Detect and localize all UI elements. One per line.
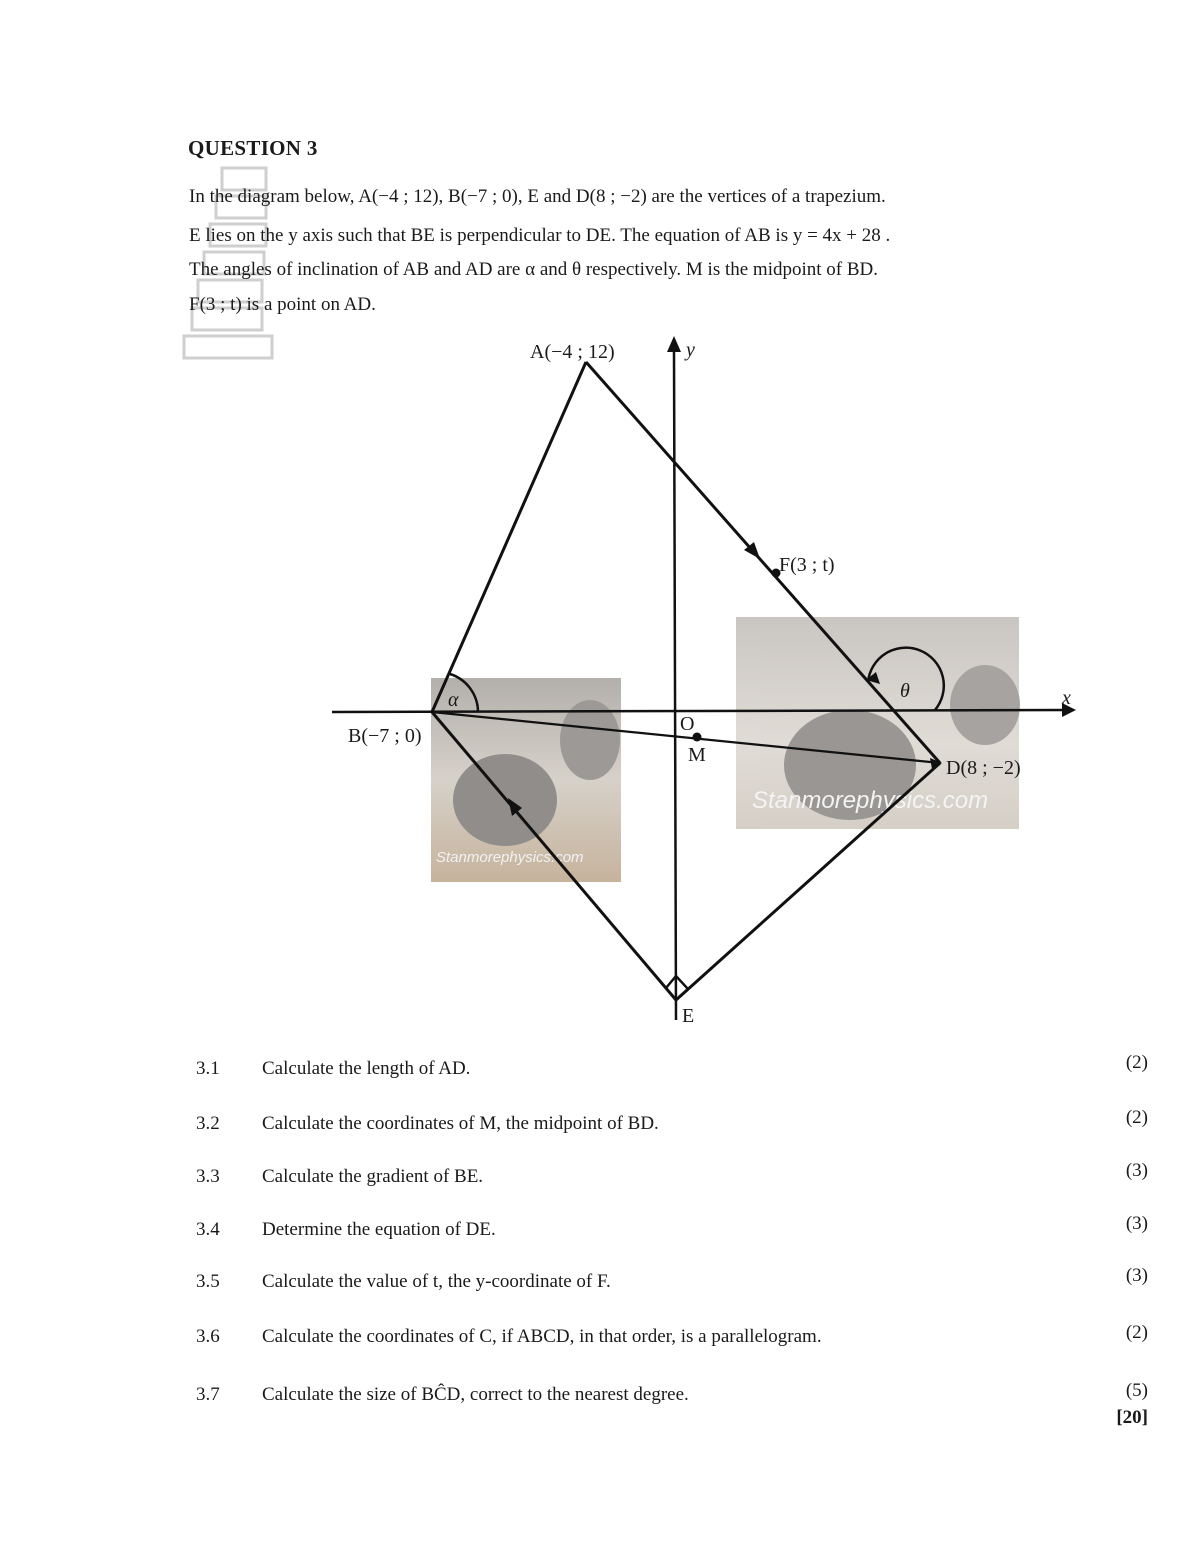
side-AB [432,362,586,712]
subquestion-marks: (5) [1125,1380,1148,1401]
subquestion-text: Calculate the value of t, the y-coordinate of F. [262,1271,611,1292]
subquestion-number: 3.7 [196,1384,220,1405]
subquestion-3-5 [0,1265,1200,1301]
subquestion-3-3 [0,1160,1200,1196]
subquestion-text: Calculate the length of AD. [262,1058,471,1079]
subquestion-marks: (3) [1125,1265,1148,1286]
subquestion-marks: (2) [1125,1322,1148,1343]
label-B: B(−7 ; 0) [348,725,422,747]
subquestion-marks: (3) [1125,1160,1148,1181]
subquestion-3-1 [0,1052,1200,1088]
label-D: D(8 ; −2) [946,757,1021,779]
watermark-text-right: Stanmorephysics.com [752,787,989,814]
subquestion-marks: (2) [1125,1107,1148,1128]
label-E: E [682,1005,695,1027]
question-title: QUESTION 3 [188,136,318,160]
subquestion-number: 3.1 [196,1058,220,1079]
subquestion-number: 3.2 [196,1113,220,1134]
subquestion-text: Calculate the gradient of BE. [262,1166,484,1187]
label-theta: θ [900,680,910,702]
subquestion-number: 3.3 [196,1166,220,1187]
subquestion-text: Calculate the coordinates of M, the midpoint of BD. [262,1113,659,1134]
subquestion-number: 3.5 [196,1271,220,1292]
subquestion-number: 3.6 [196,1326,220,1347]
label-O: O [680,713,695,735]
subquestion-text: Calculate the coordinates of C, if ABCD, in that order, is a parallelogram. [262,1326,822,1347]
label-F: F(3 ; t) [779,554,835,576]
subquestion-3-4 [0,1213,1200,1249]
total-marks: [20] [1116,1407,1148,1428]
subquestion-marks: (3) [1125,1213,1148,1234]
label-y-axis: y [686,339,695,361]
y-axis [674,352,676,1020]
intro-line-1: In the diagram below, A(−4 ; 12), B(−7 ; 0), E and D(8 ; −2) are the vertices of a trapezium. [189,186,886,207]
subquestion-text: Determine the equation of DE. [262,1219,496,1240]
y-axis-arrow-icon [667,336,681,352]
watermark-text-left: Stanmorephysics.com [436,849,584,866]
subquestion-3-7 [0,1380,1200,1414]
subquestion-3-2 [0,1107,1200,1143]
label-M: M [688,744,706,766]
subquestion-number: 3.4 [196,1219,220,1240]
subquestion-marks: (2) [1125,1052,1148,1073]
label-alpha: α [448,689,459,711]
intro-line-3: The angles of inclination of AB and AD are α and θ respectively. M is the midpoint of BD. [189,259,879,280]
label-A: A(−4 ; 12) [530,341,615,363]
subquestion-text: Calculate the size of BĈD, correct to the nearest degree. [262,1384,689,1405]
subquestion-3-6 [0,1322,1200,1356]
intro-line-2: E lies on the y axis such that BE is perpendicular to DE. The equation of AB is y = 4x + 28 . [189,225,891,246]
label-x-axis: x [1062,687,1071,709]
intro-line-4: F(3 ; t) is a point on AD. [189,294,376,315]
